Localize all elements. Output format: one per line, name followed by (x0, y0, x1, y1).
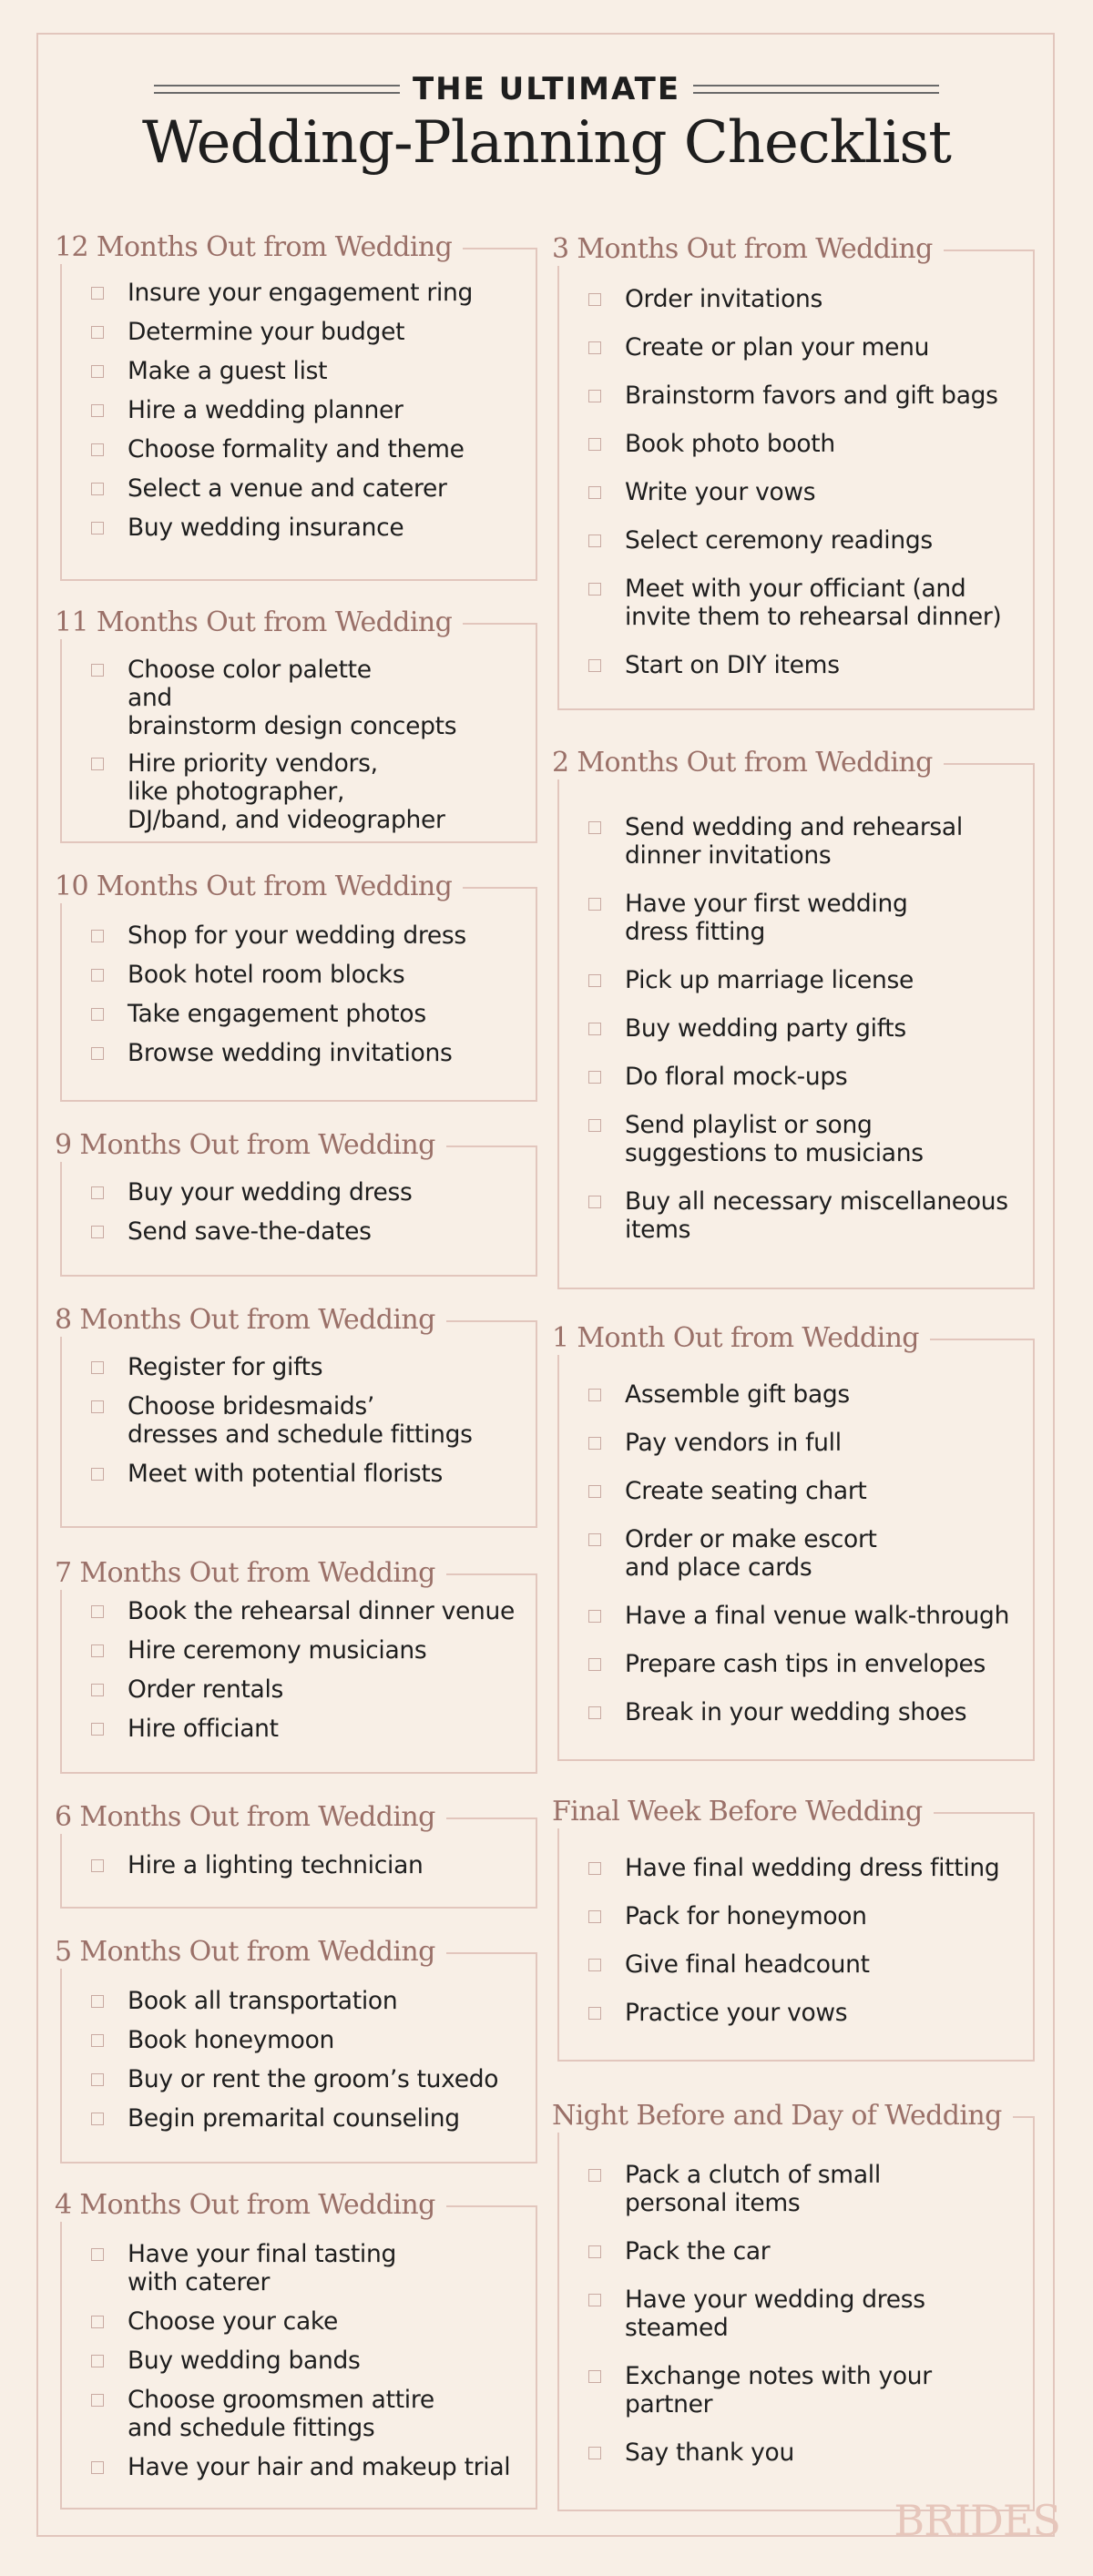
checklist-item (60, 279, 537, 307)
section-heading: 10 Months Out from Wedding (55, 871, 463, 903)
checklist-item (557, 651, 1035, 679)
checkbox-icon[interactable] (91, 443, 104, 456)
checklist-item-label: Register for gifts (128, 1353, 323, 1381)
checklist-item-label: Take engagement photos (128, 1000, 426, 1028)
checklist-item (557, 1602, 1035, 1630)
section-heading: 12 Months Out from Wedding (55, 231, 463, 264)
rule-left (154, 85, 400, 94)
checklist-item-label: Meet with your officiant (and invite them to rehearsal dinner) (625, 575, 1002, 631)
checklist-item (557, 1999, 1035, 2027)
checklist-item-label: Do floral mock-ups (625, 1063, 848, 1091)
section-heading: 5 Months Out from Wedding (55, 1936, 446, 1969)
checkbox-icon[interactable] (91, 1047, 104, 1060)
brand-logo: BRIDES (894, 2496, 1060, 2545)
checklist-item (557, 285, 1035, 313)
checklist-item (60, 1987, 537, 2015)
checklist-item-label: Pay vendors in full (625, 1429, 842, 1457)
checklist-item (60, 1353, 537, 1381)
checkbox-icon[interactable] (91, 1859, 104, 1872)
checklist-item-label: Choose groomsmen attire and schedule fittings (128, 2386, 434, 2442)
checkbox-icon[interactable] (588, 1959, 601, 1971)
checklist-item (60, 2453, 537, 2481)
checklist-item-label: Pack for honeymoon (625, 1902, 867, 1930)
checklist-item-label: Browse wedding invitations (128, 1039, 453, 1067)
checklist-item (557, 1650, 1035, 1678)
checklist-item-label: Exchange notes with your partner (625, 2362, 932, 2418)
checklist-item (557, 1854, 1035, 1882)
section-heading: 7 Months Out from Wedding (55, 1557, 446, 1590)
section-heading: 9 Months Out from Wedding (55, 1129, 446, 1162)
checklist-item (557, 1111, 1035, 1167)
checklist-item-label: Order rentals (128, 1675, 284, 1704)
checklist-items (557, 813, 1035, 1244)
checkbox-icon[interactable] (588, 898, 601, 911)
checklist-item (60, 961, 537, 989)
checklist-item-label: Write your vows (625, 478, 816, 506)
checklist-item-label: Book all transportation (128, 1987, 398, 2015)
checklist-item (557, 2237, 1035, 2265)
checklist-items (60, 921, 537, 1067)
checklist-item-label: Choose color palette and brainstorm design concepts (128, 656, 457, 740)
checklist-item-label: Choose your cake (128, 2307, 338, 2336)
section-heading: Final Week Before Wedding (552, 1796, 934, 1828)
section-heading: Night Before and Day of Wedding (552, 2100, 1013, 2133)
checklist-item-label: Book photo booth (625, 430, 835, 458)
section-11 (552, 747, 1035, 1289)
section-12 (552, 1322, 1035, 1761)
checklist-item (557, 478, 1035, 506)
checklist-item (557, 1902, 1035, 1930)
checklist-item-label: Create seating chart (625, 1477, 867, 1505)
checkbox-icon[interactable] (588, 2245, 601, 2258)
checklist-item (60, 1636, 537, 1665)
checklist-items (60, 1353, 537, 1488)
checklist-item (60, 2065, 537, 2093)
checklist-items (60, 279, 537, 542)
checklist-item-label: Book the rehearsal dinner venue (128, 1597, 515, 1625)
checklist-item-label: Buy wedding insurance (128, 514, 404, 542)
checklist-items (60, 2240, 537, 2481)
checklist-item (60, 749, 537, 834)
section-13 (552, 1796, 1035, 2062)
checklist-item (557, 2286, 1035, 2342)
checkbox-icon[interactable] (588, 486, 601, 499)
checkbox-icon[interactable] (91, 2073, 104, 2086)
checklist-item-label: Order or make escort and place cards (625, 1525, 877, 1582)
section-heading: 8 Months Out from Wedding (55, 1304, 446, 1337)
checklist-item (557, 1063, 1035, 1091)
checklist-item (60, 396, 537, 424)
checkbox-icon[interactable] (91, 2316, 104, 2328)
checklist-item (557, 2161, 1035, 2217)
checklist-item-label: Prepare cash tips in envelopes (625, 1650, 986, 1678)
checkbox-icon[interactable] (91, 1008, 104, 1021)
checklist-item (60, 1178, 537, 1207)
checkbox-icon[interactable] (588, 535, 601, 547)
checkbox-icon[interactable] (91, 1723, 104, 1736)
checklist-item (60, 514, 537, 542)
checkbox-icon[interactable] (91, 1186, 104, 1199)
checkbox-icon[interactable] (91, 2461, 104, 2474)
checkbox-icon[interactable] (91, 365, 104, 378)
section-heading: 3 Months Out from Wedding (552, 233, 944, 266)
checkbox-icon[interactable] (91, 483, 104, 495)
checklist-item (60, 1597, 537, 1625)
checkbox-icon[interactable] (588, 2447, 601, 2459)
checkbox-icon[interactable] (588, 438, 601, 451)
checklist-item (60, 2307, 537, 2336)
checklist-item-label: Say thank you (625, 2439, 794, 2467)
checklist-item-label: Buy your wedding dress (128, 1178, 413, 1207)
section-5 (55, 1304, 537, 1528)
checklist-item (60, 2026, 537, 2054)
checkbox-icon[interactable] (588, 1389, 601, 1401)
checklist-item-label: Have a final venue walk-through (625, 1602, 1010, 1630)
checklist-items (60, 1597, 537, 1743)
checklist-item (557, 1525, 1035, 1582)
checklist-item-label: Have final wedding dress fitting (625, 1854, 1000, 1882)
checkbox-icon[interactable] (588, 1071, 601, 1084)
checklist-item-label: Determine your budget (128, 318, 405, 346)
checkbox-icon[interactable] (588, 1023, 601, 1035)
checklist-item (60, 656, 537, 740)
checklist-item-label: Book hotel room blocks (128, 961, 405, 989)
checkbox-icon[interactable] (91, 1684, 104, 1696)
checklist-item-label: Order invitations (625, 285, 823, 313)
checkbox-icon[interactable] (91, 664, 104, 677)
checkbox-icon[interactable] (91, 1468, 104, 1481)
checklist-item (557, 1950, 1035, 1979)
checklist-item (60, 2240, 537, 2296)
section-8 (55, 1936, 537, 2164)
checkbox-icon[interactable] (588, 1862, 601, 1875)
checklist-item-label: Have your hair and makeup trial (128, 2453, 511, 2481)
checklist-item (557, 1014, 1035, 1043)
section-10 (552, 233, 1035, 710)
checkbox-icon[interactable] (588, 390, 601, 402)
checklist-items (60, 656, 537, 834)
checklist-item-label: Buy wedding bands (128, 2347, 361, 2375)
checklist-item (60, 435, 537, 463)
checklist-item-label: Buy or rent the groom’s tuxedo (128, 2065, 499, 2093)
checklist-item-label: Hire a wedding planner (128, 396, 403, 424)
checklist-item (60, 1392, 537, 1449)
checklist-item-label: Pack the car (625, 2237, 771, 2265)
checkbox-icon[interactable] (588, 821, 601, 834)
checkbox-icon[interactable] (588, 2169, 601, 2182)
checklist-item-label: Select a venue and caterer (128, 474, 447, 503)
section-3 (55, 871, 537, 1102)
section-9 (55, 2189, 537, 2510)
checkbox-icon[interactable] (91, 930, 104, 942)
checklist-item (60, 2347, 537, 2375)
checkbox-icon[interactable] (91, 1361, 104, 1374)
checklist-item (557, 1477, 1035, 1505)
checkbox-icon[interactable] (588, 2370, 601, 2383)
kicker-row (0, 71, 1093, 107)
checkbox-icon[interactable] (588, 1706, 601, 1719)
checklist-item (557, 430, 1035, 458)
checklist-item-label: Send playlist or song suggestions to musicians (625, 1111, 924, 1167)
checklist-item-label: Begin premarital counseling (128, 2104, 460, 2133)
checkbox-icon[interactable] (91, 1226, 104, 1238)
section-14 (552, 2100, 1035, 2511)
section-heading: 11 Months Out from Wedding (55, 606, 463, 639)
checklist-item-label: Choose bridesmaids’ dresses and schedule fittings (128, 1392, 473, 1449)
checkbox-icon[interactable] (588, 1910, 601, 1923)
checklist-item-label: Hire ceremony musicians (128, 1636, 427, 1665)
checkbox-icon[interactable] (588, 583, 601, 596)
checklist-items (557, 2161, 1035, 2467)
checklist-item-label: Send save-the-dates (128, 1217, 372, 1246)
checklist-item (60, 1217, 537, 1246)
checklist-item (557, 890, 1035, 946)
checklist-item (60, 318, 537, 346)
checkbox-icon[interactable] (588, 2007, 601, 2020)
checkbox-icon[interactable] (91, 758, 104, 770)
checklist-item-label: Have your final tasting with caterer (128, 2240, 397, 2296)
checklist-item (60, 474, 537, 503)
checklist-item (557, 966, 1035, 994)
checkbox-icon[interactable] (91, 326, 104, 339)
checkbox-icon[interactable] (588, 974, 601, 987)
rule-right (693, 85, 939, 94)
section-heading: 6 Months Out from Wedding (55, 1801, 446, 1834)
checklist-item (60, 1851, 537, 1879)
header (0, 71, 1093, 175)
checklist-item (557, 813, 1035, 870)
checklist-item-label: Practice your vows (625, 1999, 848, 2027)
checklist-item-label: Make a guest list (128, 357, 328, 385)
checkbox-icon[interactable] (588, 1658, 601, 1671)
checkbox-icon[interactable] (91, 2113, 104, 2125)
checklist-item-label: Break in your wedding shoes (625, 1698, 967, 1726)
checklist-item (557, 1380, 1035, 1409)
checkbox-icon[interactable] (588, 1119, 601, 1132)
checklist-item-label: Assemble gift bags (625, 1380, 850, 1409)
checkbox-icon[interactable] (91, 1400, 104, 1413)
section-1 (55, 231, 537, 581)
checkbox-icon[interactable] (588, 1196, 601, 1208)
checkbox-icon[interactable] (588, 2294, 601, 2306)
checkbox-icon[interactable] (91, 287, 104, 300)
checklist-items (60, 1851, 537, 1879)
checklist-item-label: Meet with potential florists (128, 1460, 443, 1488)
checklist-items (557, 285, 1035, 679)
section-6 (55, 1557, 537, 1774)
checkbox-icon[interactable] (91, 404, 104, 417)
checkbox-icon[interactable] (588, 1485, 601, 1498)
checklist-item (60, 1460, 537, 1488)
kicker: THE ULTIMATE (412, 71, 681, 107)
checklist-item (60, 1039, 537, 1067)
checklist-item (60, 2386, 537, 2442)
checklist-item (557, 1698, 1035, 1726)
checklist-items (557, 1380, 1035, 1726)
checklist-item-label: Have your wedding dress steamed (625, 2286, 925, 2342)
checklist-item-label: Insure your engagement ring (128, 279, 474, 307)
checkbox-icon[interactable] (91, 522, 104, 535)
checklist-item (557, 575, 1035, 631)
checklist-item (557, 1429, 1035, 1457)
checklist-item-label: Select ceremony readings (625, 526, 933, 555)
checklist-items (557, 1854, 1035, 2027)
checklist-item (557, 382, 1035, 410)
checkbox-icon[interactable] (91, 1995, 104, 2008)
checklist-item (60, 1000, 537, 1028)
checklist-item-label: Shop for your wedding dress (128, 921, 466, 950)
checklist-items (60, 1178, 537, 1246)
checklist-item (557, 526, 1035, 555)
checkbox-icon[interactable] (588, 341, 601, 354)
checkbox-icon[interactable] (91, 2394, 104, 2407)
checklist-item (557, 2362, 1035, 2418)
checklist-item-label: Brainstorm favors and gift bags (625, 382, 998, 410)
checkbox-icon[interactable] (91, 969, 104, 982)
checklist-item-label: Pack a clutch of small personal items (625, 2161, 881, 2217)
section-heading: 2 Months Out from Wedding (552, 747, 944, 779)
checkbox-icon[interactable] (588, 293, 601, 306)
checkbox-icon[interactable] (91, 2034, 104, 2047)
checklist-item (60, 357, 537, 385)
checklist-item-label: Hire officiant (128, 1715, 279, 1743)
checklist-items (60, 1987, 537, 2133)
checklist-item-label: Give final headcount (625, 1950, 870, 1979)
checklist-item-label: Choose formality and theme (128, 435, 465, 463)
page-title: Wedding-Planning Checklist (142, 109, 951, 177)
checkbox-icon[interactable] (588, 659, 601, 672)
checkbox-icon[interactable] (91, 1644, 104, 1657)
checkbox-icon[interactable] (588, 1437, 601, 1450)
checklist-item-label: Buy wedding party gifts (625, 1014, 906, 1043)
section-heading: 4 Months Out from Wedding (55, 2189, 446, 2222)
section-4 (55, 1129, 537, 1277)
checkbox-icon[interactable] (588, 1610, 601, 1623)
checkbox-icon[interactable] (588, 1533, 601, 1546)
checklist-item-label: Send wedding and rehearsal dinner invitations (625, 813, 963, 870)
checklist-item (60, 1675, 537, 1704)
checklist-item-label: Hire a lighting technician (128, 1851, 424, 1879)
checklist-item (557, 2439, 1035, 2467)
checklist-item (60, 1715, 537, 1743)
checkbox-icon[interactable] (91, 1605, 104, 1618)
checkbox-icon[interactable] (91, 2248, 104, 2261)
section-2 (55, 606, 537, 843)
checklist-item (60, 2104, 537, 2133)
checkbox-icon[interactable] (91, 2355, 104, 2367)
checklist-item-label: Buy all necessary miscellaneous items (625, 1187, 1008, 1244)
section-heading: 1 Month Out from Wedding (552, 1322, 930, 1355)
checklist-item-label: Have your first wedding dress fitting (625, 890, 908, 946)
section-7 (55, 1801, 537, 1909)
checklist-item-label: Book honeymoon (128, 2026, 335, 2054)
checklist-item-label: Start on DIY items (625, 651, 840, 679)
checklist-item (557, 1187, 1035, 1244)
checklist-item (557, 333, 1035, 361)
checklist-item-label: Create or plan your menu (625, 333, 930, 361)
checklist-item-label: Pick up marriage license (625, 966, 914, 994)
checklist-item-label: Hire priority vendors, like photographer, DJ/band, and videographer (128, 749, 445, 834)
checklist-item (60, 921, 537, 950)
